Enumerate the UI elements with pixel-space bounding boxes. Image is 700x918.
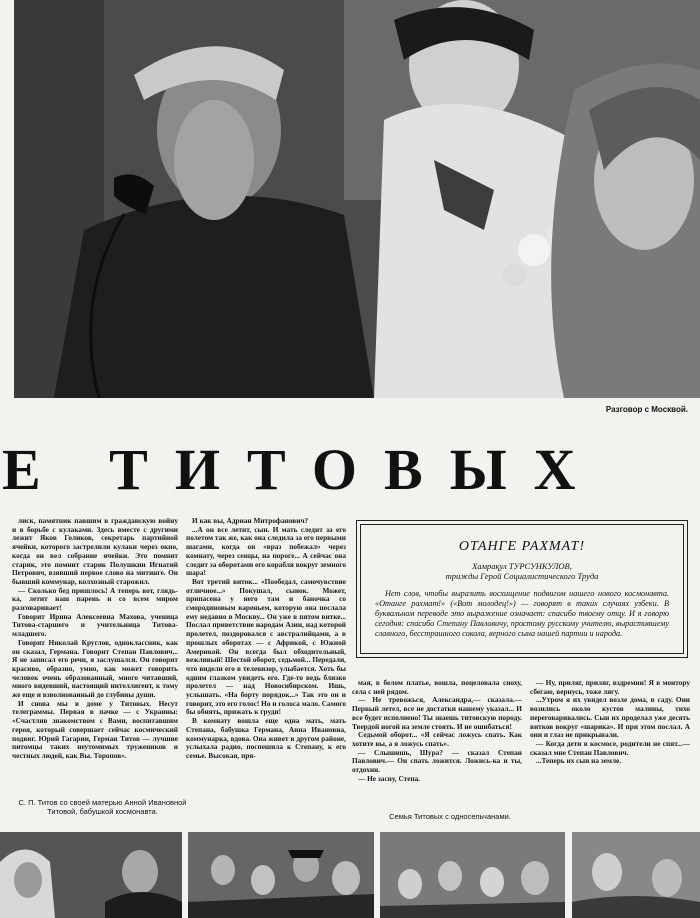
text-column-3 — [352, 679, 522, 783]
quote-box-inner — [360, 524, 684, 654]
paragraph: И снова мы в доме у Титовых. Несут телеграммы. Первая в пачке — с Украины: «Счастлив знакомством с Вами, воспитавшим героя, который совершает сейчас космический подвиг. Юрий Гагарин, Герман Титов — лучшие питомцы таких неутомимых тружеников и честных людей, как Вы. Торопов». — [12, 698, 178, 760]
paragraph: — Сколько бед пришлось! А теперь вот, глядь-ка, летит наш парень и со всем миром разговаривает! — [12, 585, 178, 613]
quote-author-name: Хамрақул ТУРСУНКУЛОВ, — [472, 561, 572, 571]
caption-left: С. П. Титов со своей матерью Анной Ивановной Титовой, бабушкой космонавта. — [18, 798, 187, 816]
quote-title: ОТАНГЕ РАХМАТ! — [458, 539, 586, 554]
text-column-2 — [186, 517, 346, 761]
text-column-4 — [530, 679, 690, 766]
bottom-photo-1 — [0, 832, 182, 918]
paragraph: Седьмой оборот... «Я сейчас ложусь спать. Как хотите вы, а я ложусь спать». — [352, 730, 522, 748]
photo-scene — [14, 0, 700, 398]
caption-middle: Семья Титовых с односельчанами. — [389, 812, 511, 821]
bottom-photo-4 — [572, 832, 700, 918]
top-photograph — [14, 0, 700, 398]
paragraph: ...А он все летит, сын. И мать следит за его полетом так же, как она следила за его первыми шагами, когда он «враз побежал» через комнату, через сенцы, на пороге... А сейчас она следит за оборотами его корабля вокруг земного шара! — [186, 524, 346, 578]
bottom-photo-2 — [188, 832, 374, 918]
top-photo-caption: Разговор с Москвой. — [605, 405, 688, 414]
paragraph: лиск, памятник павшим в гражданскую войну и в борьбе с кулаками. Здесь вместе с другими лежит Яков Голиков, секретарь партийной ячейки, которого застрелили кулаки через окно, когда он вел собрание ячейки. Это помнит старик, это помнит старик Полушкин Игнатий Петрович, взявший первое слово на митинге. Он бывший коммунар, колхозный старожил. — [12, 516, 178, 586]
quote-text: Нет слов, чтобы выразить восхищение подвигом нашего нового космонавта. «Отанге рахмат!» («Вот молодец!») — говорят в таких случаях узбеки. В буквальном переводе это выражение означает: спасибо твоему отцу. И я говорю сегодня: спасибо Степану Павловичу, простому русскому учителю, вырастившему славного, бесстрашного сокола, верного сына нашей партии и народа. — [375, 589, 669, 638]
paragraph: Говорит Ирина Алексеевна Махова, ученица Титова-старшего и учительница Титова-младшего. — [12, 611, 178, 639]
paragraph: И как вы, Адриан Митрофанович? — [192, 516, 309, 525]
paragraph: — Когда дети в космосе, родители не спят...— сказал мне Степан Павлович. — [530, 738, 690, 757]
paragraph: — Не засну, Степа. — [358, 773, 421, 783]
quote-author-title: трижды Герой Социалистического Труда — [445, 571, 599, 581]
paragraph: В комнату вошла еще одна мать, мать Степана, бабушка Германа, Анна Ивановна, коммунарка, вдова. Она живет в другом районе, услыхала радио, поспешила к Степану, к его семье. Высокая, пря- — [186, 716, 346, 760]
paragraph: ...Теперь их сын на земле. — [536, 756, 622, 766]
paragraph: — Слышишь, Шура? — сказал Степан Павлович.— Он спать ложится. Ложись-ка и ты, отдохни. — [352, 747, 522, 775]
paragraph: Вот третий виток... «Пообедал, самочувствие отличное...» Покушал, сынок. Может, припасена у него там и баночка со смородиновым вареньем, которую она послала ему недавно в Москву... Он уже в пятом витке... Послал приветствие народам Азии, над которой пролетел, поздоровался с австралийцами, а в прошлых оборотах — с Африкой, с Южной Америкой. Он всегда был обходительный, вежливый! Шестой оборот, седьмой... Передали, что видели его в телевизор, улыбается. Хоть бы одним глазком увидеть его. Где-то ведь близко пролетел — над Новосибирском. Ишь, услышать. «На борту порядок...» Так это он и говорит, это его голос! Но и голоса мало. Самого бы обнять, прижать к груди! — [186, 576, 346, 717]
paragraph: — Не тревожься, Александра,— сказала.— Первый летел, все не достатки нашему указал... И все будет исполнено! Ты знаешь титовскую породу. Твердой ногой на земле стоять. И не ошибаться! — [352, 695, 522, 731]
quote-box — [356, 520, 688, 658]
paragraph: — Ну, приляг, приляг, вздремни! Я в монтору сбегаю, вернусь, тоже лягу. — [530, 678, 690, 696]
text-column-1 — [12, 517, 178, 761]
paragraph: ...Утром я их увидел возле дома, в саду. Они возились около кустов малины, тихо переговаривались. Сын их проделал уже десять витков вокруг «шарика». И при этом послал. А они и глаз не прикрывали. — [530, 695, 690, 740]
bottom-photo-3 — [380, 832, 565, 918]
quote-author — [375, 561, 669, 581]
paragraph: Говорит Николай Круглов, одноклассник, как он сказал, Германа. Говорит Степан Павлович... Я не записал его речи, я заслушался. Он говорит красиво, образно, умно, как может говорить человек очень образованный, много читавший, много видевший, настоящий интеллигент, к тому же еще и взволнованный до глубины души. — [12, 637, 178, 700]
headline: Е ТИТОВЫХ — [2, 437, 603, 502]
paragraph: мая, в белом платье, вошла, поцеловала сноху, села с ней рядом. — [352, 678, 522, 696]
